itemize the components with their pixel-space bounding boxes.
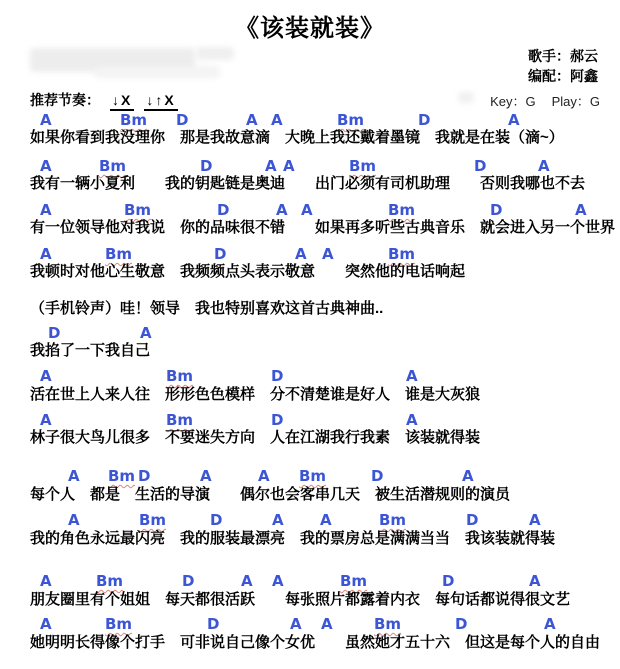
- chord-A: A: [40, 201, 52, 219]
- chord-A: A: [544, 615, 556, 633]
- chord-Bm: Bm: [349, 157, 377, 175]
- rhythm-label: 推荐节奏：: [30, 92, 100, 108]
- chord-A: A: [271, 111, 283, 129]
- chord-A: A: [40, 245, 52, 263]
- chord-Bm: Bm: [139, 511, 167, 529]
- lyric-line: 活在世上人来人往 形形色色模样 分不清楚谁是好人 谁是大灰狼: [30, 386, 481, 403]
- chord-A: A: [272, 511, 284, 529]
- chord-D: D: [217, 201, 230, 219]
- chord-Bm: Bm: [388, 245, 416, 263]
- chord-A: A: [40, 615, 52, 633]
- chord-A: A: [283, 157, 295, 175]
- chord-Bm: Bm: [166, 367, 194, 385]
- chord-A: A: [68, 511, 80, 529]
- lyric-line: 我有一辆小夏利 我的钥匙链是奥迪 出门必须有司机助理 否则我哪也不去: [30, 175, 586, 192]
- chord-D: D: [418, 111, 431, 129]
- rhythm-pattern-1: ↓X: [110, 92, 134, 111]
- lyric-line: 每个人 都是 生活的导演 偶尔也会客串几天 被生活潜规则的演员: [30, 486, 511, 503]
- chord-D: D: [271, 367, 284, 385]
- play-value: Play：G: [551, 94, 600, 109]
- song-title: 《该装就装》: [235, 16, 385, 42]
- chord-D: D: [466, 511, 479, 529]
- lyric-line: （手机铃声）哇！领导 我也特别喜欢这首古典神曲..: [30, 300, 384, 317]
- rhythm-pattern-2: ↓↑X: [144, 92, 177, 111]
- chord-A: A: [241, 572, 253, 590]
- chord-Bm: Bm: [337, 111, 365, 129]
- lyric-line: 我掐了一下我自己: [30, 342, 151, 359]
- chord-Bm: Bm: [379, 511, 407, 529]
- chord-A: A: [290, 615, 302, 633]
- chord-D: D: [138, 467, 151, 485]
- chord-A: A: [276, 201, 288, 219]
- chord-D: D: [442, 572, 455, 590]
- chord-A: A: [40, 157, 52, 175]
- chord-A: A: [529, 511, 541, 529]
- watermark-smudge: [95, 66, 220, 78]
- chord-A: A: [301, 201, 313, 219]
- chord-Bm: Bm: [374, 615, 402, 633]
- chord-A: A: [246, 111, 258, 129]
- chord-D: D: [182, 572, 195, 590]
- chord-A: A: [40, 411, 52, 429]
- rhythm-line: [30, 90, 178, 110]
- chord-D: D: [176, 111, 189, 129]
- arranger-credit: 编配：阿鑫: [528, 68, 598, 84]
- chord-Bm: Bm: [388, 201, 416, 219]
- chord-D: D: [490, 201, 503, 219]
- watermark-smudge: [458, 92, 474, 103]
- lyric-line: 如果你看到我没理你 那是我故意滴 大晚上我还戴着墨镜 我就是在装（滴~）: [30, 129, 564, 146]
- chord-D: D: [214, 245, 227, 263]
- chord-D: D: [371, 467, 384, 485]
- chord-A: A: [40, 572, 52, 590]
- chord-A: A: [321, 615, 333, 633]
- chord-A: A: [272, 572, 284, 590]
- lyric-line: 林子很大鸟儿很多 不要迷失方向 人在江湖我行我素 该装就得装: [30, 429, 481, 446]
- chord-A: A: [140, 324, 152, 342]
- chord-Bm: Bm: [166, 411, 194, 429]
- chord-Bm: Bm: [96, 572, 124, 590]
- chord-A: A: [575, 201, 587, 219]
- chord-Bm: Bm: [120, 111, 148, 129]
- chord-A: A: [462, 467, 474, 485]
- chord-A: A: [265, 157, 277, 175]
- chord-A: A: [529, 572, 541, 590]
- singer-credit: 歌手：郝云: [528, 48, 598, 64]
- lyric-line: 我的角色永远最闪亮 我的服装最漂亮 我的票房总是满满当当 我该装就得装: [30, 530, 556, 547]
- chord-D: D: [271, 411, 284, 429]
- lyric-line: 有一位领导他对我说 你的品味很不错 如果再多听些古典音乐 就会进入另一个世界: [30, 219, 616, 236]
- chord-A: A: [538, 157, 550, 175]
- chord-A: A: [200, 467, 212, 485]
- lyric-line: 朋友圈里有个姐姐 每天都很活跃 每张照片都露着内衣 每句话都说得很文艺: [30, 591, 571, 608]
- chord-D: D: [474, 157, 487, 175]
- chord-A: A: [406, 367, 418, 385]
- chord-A: A: [322, 245, 334, 263]
- chord-Bm: Bm: [99, 157, 127, 175]
- chord-D: D: [207, 615, 220, 633]
- chord-Bm: Bm: [299, 467, 327, 485]
- chord-D: D: [455, 615, 468, 633]
- watermark-smudge: [196, 47, 234, 60]
- lyric-line: 我顿时对他心生敬意 我频频点头表示敬意 突然他的电话响起: [30, 263, 466, 280]
- key-value: Key：G: [490, 94, 536, 109]
- chord-Bm: Bm: [124, 201, 152, 219]
- chord-Bm: Bm: [105, 245, 133, 263]
- chord-A: A: [406, 411, 418, 429]
- chord-D: D: [200, 157, 213, 175]
- chord-A: A: [320, 511, 332, 529]
- key-info: [490, 91, 600, 110]
- chord-Bm: Bm: [105, 615, 133, 633]
- chord-A: A: [508, 111, 520, 129]
- chord-A: A: [40, 111, 52, 129]
- lyric-line: 她明明长得像个打手 可非说自己像个女优 虽然她才五十六 但这是每个人的自由: [30, 634, 601, 651]
- chord-D: D: [48, 324, 61, 342]
- chord-Bm: Bm: [108, 467, 136, 485]
- chord-Bm: Bm: [340, 572, 368, 590]
- chord-D: D: [210, 511, 223, 529]
- chord-A: A: [295, 245, 307, 263]
- credits: [528, 46, 598, 86]
- chord-A: A: [40, 367, 52, 385]
- chord-A: A: [258, 467, 270, 485]
- chord-A: A: [68, 467, 80, 485]
